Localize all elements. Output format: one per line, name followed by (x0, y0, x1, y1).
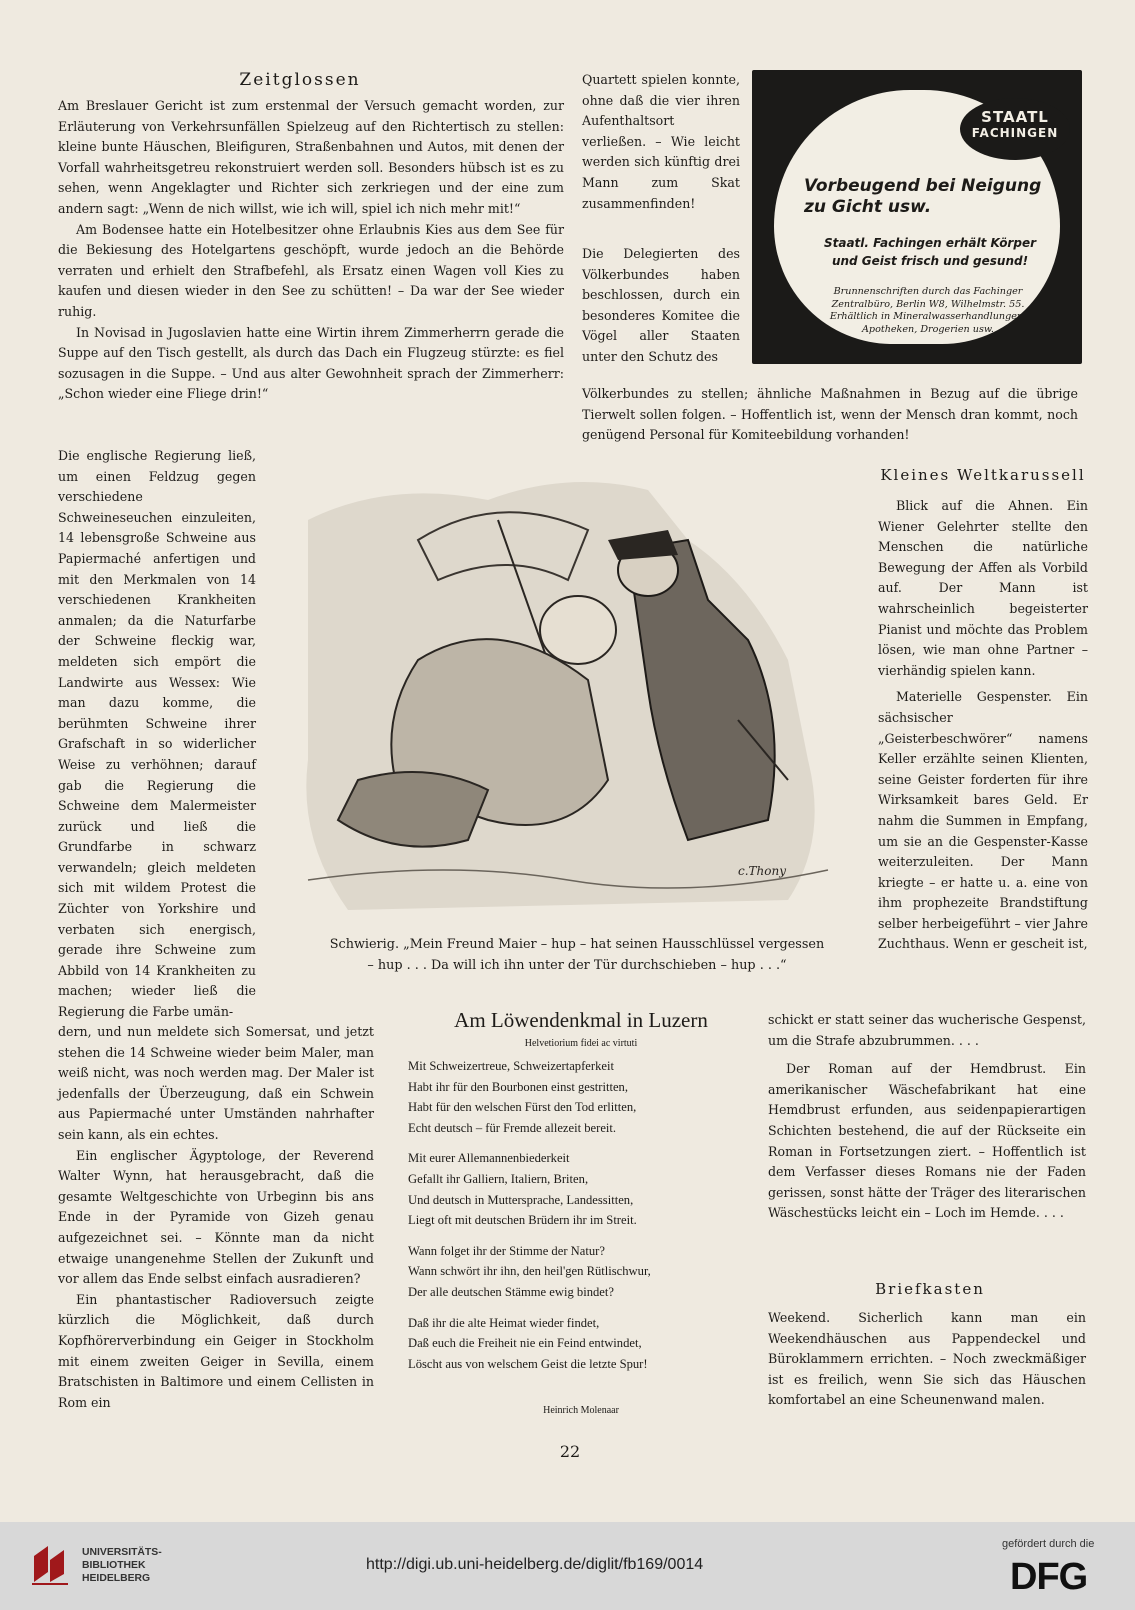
svg-text:c.Thony: c.Thony (738, 864, 786, 878)
schweine-continuation: dern, und nun meldete sich Somersat, und jetzt stehen die 14 Schweine wieder beim Maler, man weiß nicht, was noch werden mag. Der Maler ist jedenfalls der Überzeugung, daß ein Schwein aus Papiermaché unter Umständen nahrhafter sein kann, als ein echtes. (58, 1024, 374, 1142)
paragraph-bodensee: Am Bodensee hatte ein Hotelbesitzer ohne Erlaubnis Kies aus dem See für die Bekiesung des Hotelgartens geschöpft, wurde jedoch an die Behörde verraten und erhielt den Strafbefehl, als Ersatz einen Wagen voll Kies zu kaufen und diesen wieder in den See zu schütten! – Da war der See wieder ruhig. (58, 221, 564, 319)
poem-line: Daß euch die Freiheit nie ein Feind entwindet, (408, 1336, 642, 1351)
fachingen-advertisement (752, 70, 1082, 364)
poem-author: Heinrich Molenaar (543, 1405, 619, 1416)
paragraph-breslau: Am Breslauer Gericht ist zum erstenmal der Versuch gemacht worden, zur Erläuterung von Verkehrsunfällen Spielzeug auf den Richtertisch zu stellen: kleine bunte Häuschen, Bleifiguren, Straßenbahnen und Autos, mit denen der Vorfall wahrheitsgetreu rekonstruiert werden soll. Besonders hübsch ist es zu sehen, wenn Angeklagter und Richter sich zerkriegen und der eine zum andern sagt: „Wenn de nich willst, wie ich will, spiel ich nich mehr mit!“ (58, 98, 564, 216)
uni-name-line-2: BIBLIOTHEK (82, 1560, 146, 1571)
right-lower-block (768, 1010, 1086, 1224)
weltkarussell-block (878, 496, 1088, 955)
poem-title: Am Löwendenkmal in Luzern (454, 1008, 708, 1032)
poem-line: Mit Schweizertreue, Schweizertapferkeit (408, 1059, 614, 1073)
caption-line-2: – hup . . . Da will ich ihn unter der Tür durchschieben – hup . . .“ (367, 958, 787, 973)
poem-line: Der alle deutschen Stämme ewig bindet? (408, 1284, 614, 1299)
poem-subtitle: Helvetiorium fidei ac virtuti (524, 1038, 638, 1049)
poem-stanza-3 (408, 1241, 768, 1303)
radioversuch-paragraph: Ein phantastischer Radioversuch zeigte kürzlich die Möglichkeit, daß durch Kopfhörerverbindung ein Geiger in Stockholm mit einem zweiten Geiger in Sevilla, einem Bratschisten in Baltimore und einem Cellisten in Rom ein (58, 1291, 374, 1410)
advert-small-print (818, 286, 1038, 336)
poem-line: Löscht aus von welschem Geist die letzte Spur! (408, 1356, 648, 1371)
voelkerbund-paragraph: Die Delegierten des Völkerbundes haben beschlossen, durch ein besonderes Komitee die Vögel aller Staaten unter den Schutz des (582, 246, 740, 364)
cartoon-caption (284, 934, 870, 976)
zeitglossen-top-block (58, 96, 564, 405)
section-title-zeitglossen: Zeitglossen (239, 70, 361, 90)
logo-text-bottom: FACHINGEN (971, 126, 1059, 140)
poem-line: Echt deutsch – für Fremde allezeit bereit. (408, 1120, 617, 1135)
page-number: 22 (559, 1442, 581, 1461)
poem-body (408, 1056, 768, 1384)
poem-line: Liegt oft mit deutschen Brüdern ihr im Streit. (408, 1213, 637, 1228)
uni-name-line-3: HEIDELBERG (82, 1573, 151, 1584)
dfg-logo: DFG (1010, 1556, 1088, 1598)
ahnen-paragraph: Blick auf die Ahnen. Ein Wiener Gelehrter stellte den Menschen die natürliche Bewegung der Affen als Vorbild auf. Der Mann ist wahrscheinlich begeisterter Pianist und möchte das Problem lösen, wie man ohne Partner – vierhändig spielen kann. (878, 498, 1088, 678)
poem-line: Wann folget ihr der Stimme der Natur? (408, 1243, 605, 1258)
university-library-name (82, 1546, 162, 1585)
quartet-paragraph: Quartett spielen konnte, ohne daß die vier ihren Aufenthaltsort verließen. – Wie leicht werden sich künftig drei Mann zum Skat zusammenfinden! (582, 72, 740, 211)
source-url-link[interactable]: http://digi.ub.uni-heidelberg.de/diglit/fb169/0014 (366, 1556, 704, 1573)
advert-panel (774, 90, 1060, 344)
uni-name-line-1: UNIVERSITÄTS- (82, 1547, 162, 1558)
cartoon-illustration (268, 460, 864, 930)
poem-stanza-2 (408, 1148, 768, 1230)
poem-line: Habt für den welschen Fürst den Tod erlitten, (408, 1100, 637, 1115)
poem-line: Und deutsch in Muttersprache, Landessitten, (408, 1192, 634, 1207)
section-title-weltkarussell: Kleines Weltkarussell (880, 466, 1086, 484)
gespenster-paragraph: Materielle Gespenster. Ein sächsischer „Geisterbeschwörer“ namens Keller erzählte seinen Klienten, seine Geister forderten für ihre Wirksamkeit bares Geld. Er nahm die Summen in Empfang, um sie an die Gespenster-Kasse weiterzuleiten. Der Mann kriegte – er hatte u. a. eine von ihm prophezeite Brandstiftung selber herbeigeführt – vier Jahre Zuchthaus. Wenn er gescheit ist, (878, 689, 1088, 952)
left-lower-block (58, 1022, 374, 1413)
caption-line-1: Schwierig. „Mein Freund Maier – hup – hat seinen Hausschlüssel vergessen (329, 937, 825, 952)
advert-address: Brunnenschriften durch das Fachinger Zentralbüro, Berlin W8, Wilhelmstr. 55. (831, 286, 1025, 310)
university-library-logo-icon (28, 1542, 74, 1586)
section-title-briefkasten: Briefkasten (875, 1280, 985, 1298)
advert-headline: Vorbeugend bei Neigung zu Gicht usw. (804, 176, 1042, 217)
paragraph-novisad: In Novisad in Jugoslavien hatte eine Wirtin ihrem Zimmerherrn gerade die Suppe auf den Tisch gestellt, als durch das Dach ein Flugzeug stürzte: es fiel sozusagen in die Suppe. – Und aus alter Gewohnheit sprach der Zimmerherr: „Schon wieder eine Fliege drin!“ (58, 324, 564, 402)
logo-text-top: STAATL (981, 108, 1049, 126)
digitization-footer (0, 1522, 1135, 1610)
poem-line: Habt ihr für den Bourbonen einst gestritten, (408, 1079, 628, 1094)
poem-stanza-4 (408, 1313, 768, 1375)
funded-by-label: gefördert durch die (1002, 1538, 1095, 1550)
aegyptologe-paragraph: Ein englischer Ägyptologe, der Reverend Walter Wynn, hat herausgebracht, daß die gesamte Weltgeschichte von Urbeginn bis ans Ende in der Pyramide von Gizeh genau aufgezeichnet sei. – Könnte man da nicht etwaige unangenehme Stellen der Zukunft und vor allem das Ende selbst einfach ausradieren? (58, 1147, 374, 1287)
hemdbrust-paragraph: Der Roman auf der Hemdbrust. Ein amerikanischer Wäschefabrikant hat eine Hemdbrust erfunden, aus seidenpapierartigen Schichten bestehend, die auf der Rückseite ein Roman in Fortsetzungen ziert. – Hoffentlich ist dem Verfasser dieses Romans nie der Faden gerissen, sonst hätte der Träger des literarischen Wäschestücks leicht ein – Loch im Hemde. . . . (768, 1061, 1086, 1221)
poem-line: Wann schwört ihr ihn, den heil'gen Rütlischwur, (408, 1264, 651, 1279)
weekend-paragraph: Weekend. Sicherlich kann man ein Weekendhäuschen aus Pappendeckel und Büroklammern errichten. – Noch zweckmäßiger ist es freilich, wenn Sie sich das Häuschen komfortabel an eine Scheunenwand malen. (768, 1310, 1086, 1408)
poem-line: Mit eurer Allemannenbiederkeit (408, 1151, 570, 1166)
poem-line: Gefallt ihr Galliern, Italiern, Briten, (408, 1171, 589, 1186)
poem-line: Daß ihr die alte Heimat wieder findet, (408, 1315, 600, 1330)
schweine-paragraph: Die englische Regierung ließ, um einen Feldzug gegen verschiedene Schweineseuchen einzuleiten, 14 lebensgroße Schweine aus Papiermaché anfertigen und mit den Merkmalen von 14 verschiedenen Krankheiten anmalen; da die Naturfarbe der Schweine fleckig war, meldeten sich empört die Landwirte aus Wessex: Wie man dazu komme, die berühmten Schweine ihrer Grafschaft in so widerlicher Weise zu verhöhnen; darauf gab die Regierung die Schweine dem Malermeister zurück und ließ die Grundfarbe in schwarz verwandeln; gleich meldeten sich mit wildem Protest die Züchter von Yorkshire und verbaten sich energisch, gerade ihre Schweine zum Abbild von 14 Krankheiten zu machen; wieder ließ die Regierung die Farbe umän- (58, 448, 256, 1020)
fachingen-logo (960, 98, 1070, 160)
advert-availability: Erhältlich in Mineralwasserhandlungen, Apotheken, Drogerien usw. (829, 311, 1027, 335)
gespenster-continuation: schickt er statt seiner das wucherische Gespenst, um die Strafe abzubrummen. . . . (768, 1012, 1086, 1048)
voelkerbund-continuation: Völkerbundes zu stellen; ähnliche Maßnahmen in Bezug auf die übrige Tierwelt sollen folgen. – Hoffentlich ist, wenn der Mensch dran kommt, noch genügend Personal für Komiteebildung vorhanden! (582, 386, 1078, 443)
poem-stanza-1 (408, 1056, 768, 1138)
advert-tagline: Staatl. Fachingen erhält Körper und Geist frisch und gesund! (823, 236, 1036, 268)
